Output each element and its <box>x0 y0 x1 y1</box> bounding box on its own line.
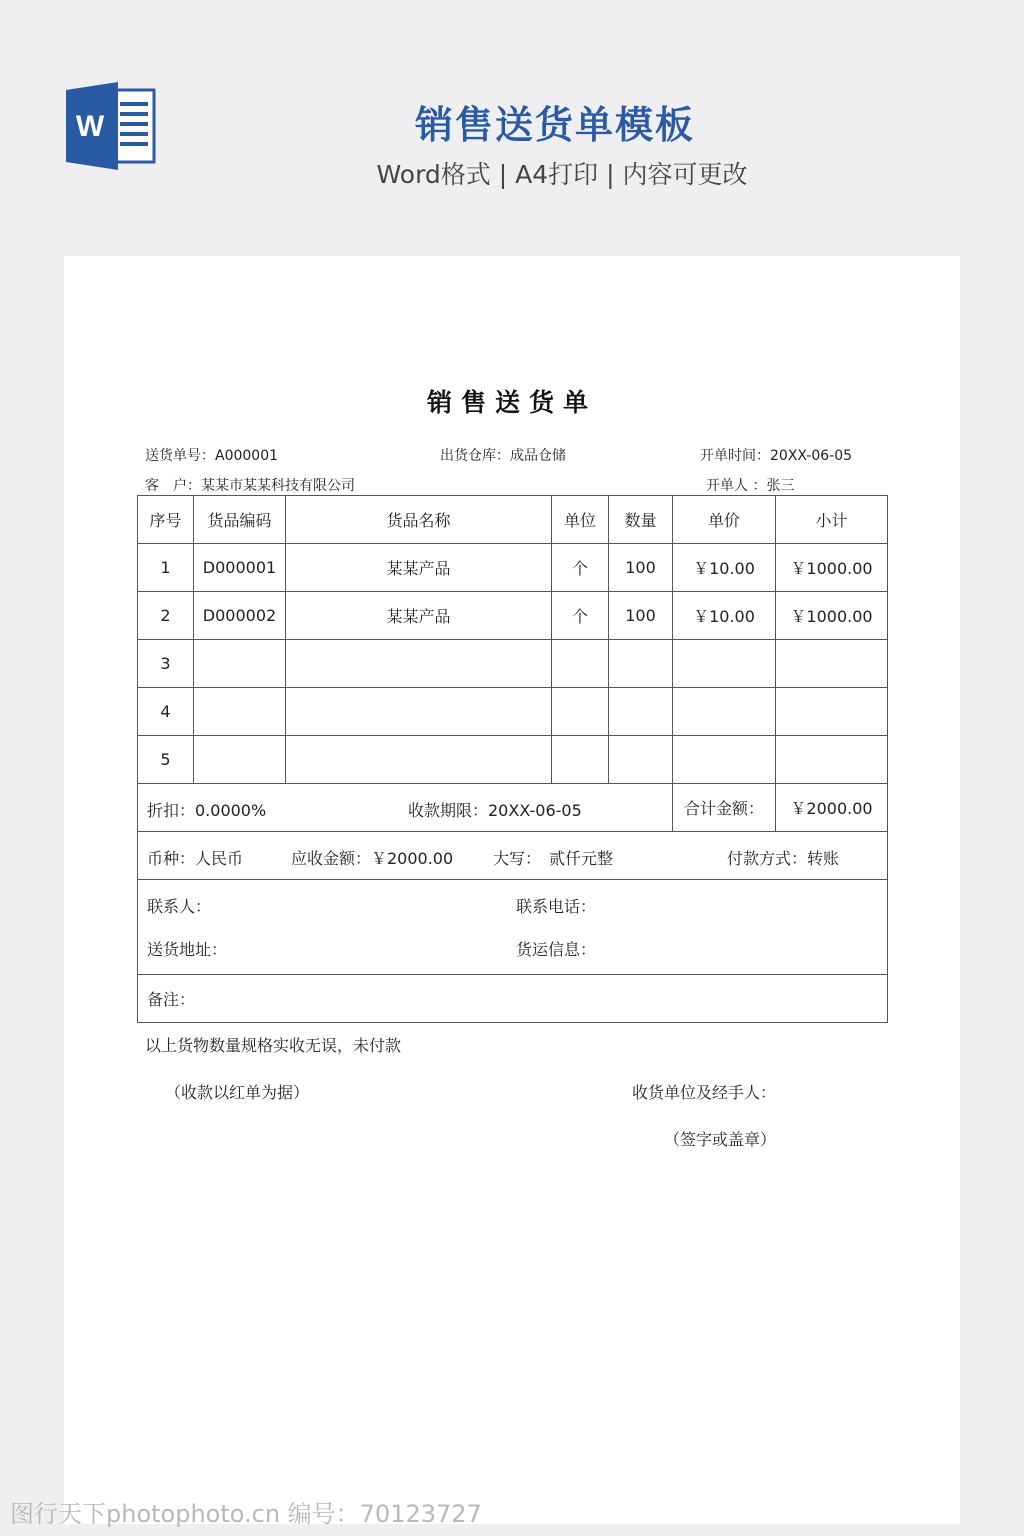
banner-title: 销售送货单模板 <box>414 103 695 147</box>
table-cell: D000002 <box>194 592 286 640</box>
table-row <box>138 592 888 640</box>
header-cell: 货品名称 <box>286 496 552 544</box>
header-cell: 小计 <box>776 496 888 544</box>
table-cell <box>776 688 888 736</box>
order-number: 送货单号：A000001 <box>145 448 279 464</box>
contact-cell <box>138 880 888 975</box>
table-cell: D000001 <box>194 544 286 592</box>
table-row <box>138 736 888 784</box>
table-cell <box>194 640 286 688</box>
due-date: 收款期限：20XX-06-05 <box>408 801 582 820</box>
table-cell: ￥10.00 <box>673 592 776 640</box>
delivery-table <box>137 495 888 1023</box>
table-cell: 某某产品 <box>286 544 552 592</box>
table-cell: 某某产品 <box>286 592 552 640</box>
table-cell: 100 <box>609 592 673 640</box>
table-cell <box>673 688 776 736</box>
table-header-row <box>138 496 888 544</box>
header-cell: 数量 <box>609 496 673 544</box>
table-cell: 个 <box>552 592 609 640</box>
remark-cell: 备注： <box>138 975 888 1023</box>
payment-method: 付款方式：转账 <box>727 849 840 868</box>
table-cell <box>286 688 552 736</box>
payment-cell <box>138 832 888 880</box>
header-cell: 序号 <box>138 496 194 544</box>
table-cell <box>286 640 552 688</box>
watermark: 图行天下photophoto.cn 编号：70123727 <box>10 1500 482 1528</box>
summary-cell <box>138 784 673 832</box>
contact-phone: 联系电话： <box>516 897 597 916</box>
summary-row <box>138 784 888 832</box>
table-row <box>138 640 888 688</box>
table-cell: ￥10.00 <box>673 544 776 592</box>
contact-row <box>138 880 888 975</box>
table-cell: ￥1000.00 <box>776 544 888 592</box>
table-cell <box>776 640 888 688</box>
table-cell: 4 <box>138 688 194 736</box>
table-cell <box>194 688 286 736</box>
payment-basis-note: （收款以红单为据） <box>165 1083 310 1102</box>
delivery-address: 送货地址： <box>147 940 228 959</box>
signature-note: （签字或盖章） <box>664 1130 777 1149</box>
table-cell: 5 <box>138 736 194 784</box>
customer: 客 户：某某市某某科技有限公司 <box>145 478 355 494</box>
table-cell: 个 <box>552 544 609 592</box>
table-cell <box>552 688 609 736</box>
table-cell <box>673 736 776 784</box>
issue-date: 开单时间：20XX-06-05 <box>700 448 853 464</box>
table-cell: 2 <box>138 592 194 640</box>
table-cell: 100 <box>609 544 673 592</box>
banner <box>0 0 1024 240</box>
total-label: 合计金额： <box>673 784 776 832</box>
payment-row <box>138 832 888 880</box>
banner-subtitle: Word格式 | A4打印 | 内容可更改 <box>376 160 748 189</box>
table-cell: 1 <box>138 544 194 592</box>
table-cell <box>609 640 673 688</box>
table-cell <box>552 640 609 688</box>
total-value: ￥2000.00 <box>776 784 888 832</box>
currency: 币种：人民币 <box>147 849 244 868</box>
table-cell <box>673 640 776 688</box>
remark-row <box>138 975 888 1023</box>
contact-person: 联系人： <box>147 897 212 916</box>
warehouse: 出货仓库：成品仓储 <box>440 448 566 464</box>
table-cell <box>609 736 673 784</box>
table-cell <box>194 736 286 784</box>
table-cell: 3 <box>138 640 194 688</box>
table-row <box>138 544 888 592</box>
amount-in-words: 大写： 贰仟元整 <box>493 849 614 868</box>
document-title: 销售送货单 <box>426 388 597 417</box>
table-cell <box>552 736 609 784</box>
table-row <box>138 688 888 736</box>
issuer: 开单人 ：张三 <box>706 478 795 494</box>
table-cell <box>609 688 673 736</box>
table-cell <box>776 736 888 784</box>
header-cell: 货品编码 <box>194 496 286 544</box>
statement: 以上货物数量规格实收无误，未付款 <box>145 1036 402 1055</box>
receiver-label: 收货单位及经手人： <box>632 1083 777 1102</box>
discount: 折扣：0.0000% <box>147 801 267 820</box>
table-cell <box>286 736 552 784</box>
header-cell: 单位 <box>552 496 609 544</box>
receivable-amount: 应收金额：￥2000.00 <box>291 849 454 868</box>
header-cell: 单价 <box>673 496 776 544</box>
table-cell: ￥1000.00 <box>776 592 888 640</box>
shipping-info: 货运信息： <box>516 940 597 959</box>
word-icon-letter: W <box>75 110 105 143</box>
